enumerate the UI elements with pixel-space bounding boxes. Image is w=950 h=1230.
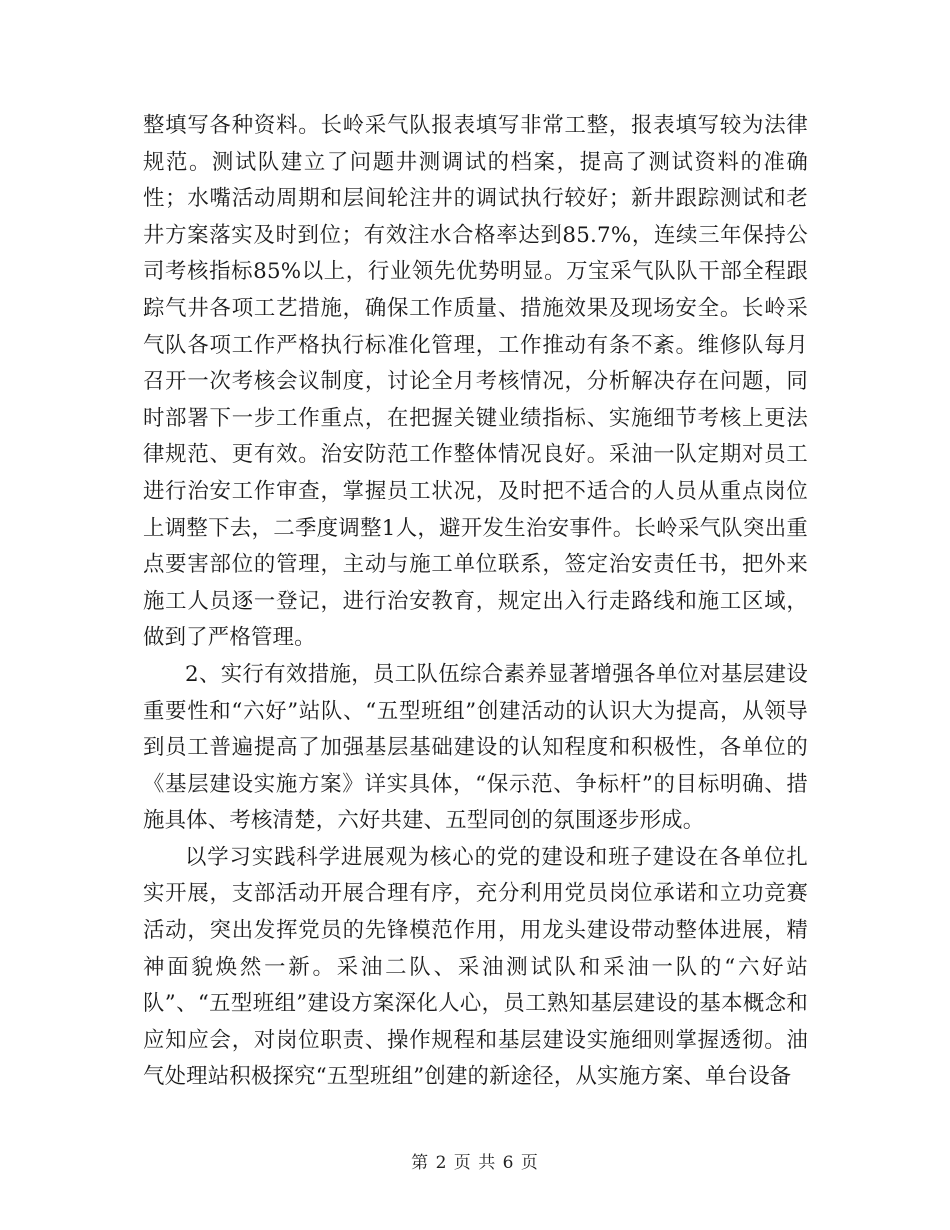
paragraph-1: 整填写各种资料。长岭采气队报表填写非常工整，报表填写较为法律规范。测试队建立了问题井测调试的档案，提高了测试资料的准确性；水嘴活动周期和层间轮注井的调试执行较好；新井跟踪测试和老井方案落实及时到位；有效注水合格率达到85.7%，连续三年保持公司考核指标85%以上，行业领先优势明显。万宝采气队队干部全程跟踪气井各项工艺措施，确保工作质量、措施效果及现场安全。长岭采气队各项工作严格执行标准化管理，工作推动有条不紊。维修队每月召开一次考核会议制度，讨论全月考核情况，分析解决存在问题，同时部署下一步工作重点，在把握关键业绩指标、实施细节考核上更法律规范、更有效。治安防范工作整体情况良好。采油一队定期对员工进行治安工作审查，掌握员工状况，及时把不适合的人员从重点岗位上调整下去，二季度调整1人，避开发生治安事件。长岭采气队突出重点要害部位的管理，主动与施工单位联系，签定治安责任书，把外来施工人员逐一登记，进行治安教育，规定出入行走路线和施工区域，做到了严格管理。: [143, 113, 808, 651]
page-number-footer: 第 2 页 共 6 页: [411, 1153, 539, 1173]
paragraph-3: 以学习实践科学进展观为核心的党的建设和班子建设在各单位扎实开展，支部活动开展合理有序，充分利用党员岗位承诺和立功竞赛活动，突出发挥党员的先锋模范作用，用龙头建设带动整体进展，精神面貌焕然一新。采油二队、采油测试队和采油一队的“六好站队”、“五型班组”建设方案深化人心，员工熟知基层建设的基本概念和应知应会，对岗位职责、操作规程和基层建设实施细则掌握透彻。油气处理站积极探究“五型班组”创建的新途径，从实施方案、单台设备: [143, 844, 808, 1090]
paragraph-2: 2、实行有效措施，员工队伍综合素养显著增强各单位对基层建设重要性和“六好”站队、“五型班组”创建活动的认识大为提高，从领导到员工普遍提高了加强基层基础建设的认知程度和积极性，各单位的《基层建设实施方案》详实具体，“保示范、争标杆”的目标明确、措施具体、考核清楚，六好共建、五型同创的氛围逐步形成。: [143, 661, 808, 834]
body-text: [143, 108, 808, 1096]
